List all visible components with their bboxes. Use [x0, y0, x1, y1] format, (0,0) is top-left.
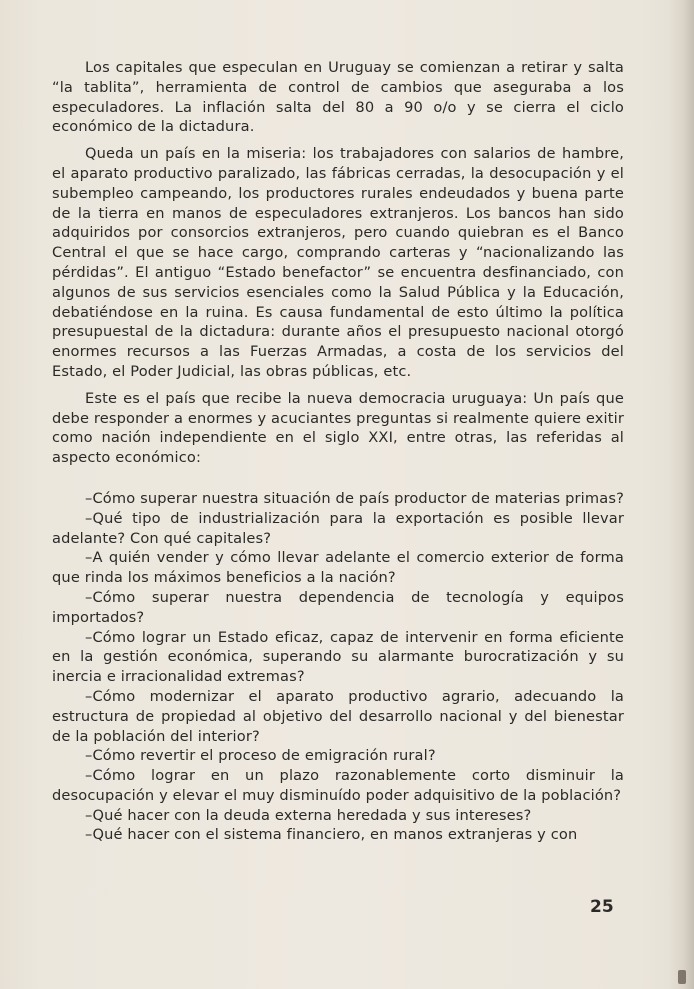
- question-item: –Cómo lograr un Estado eficaz, capaz de intervenir en forma eficiente en la gestión económica, superando su alarmante burocratización y su inercia e irracionalidad extremas?: [52, 628, 624, 686]
- question-item: –Qué hacer con la deuda externa heredada y sus intereses?: [85, 806, 532, 824]
- question-item: –Qué tipo de industrialización para la exportación es posible llevar adelante? Con qué capitales?: [52, 509, 624, 547]
- question-item: –Cómo modernizar el aparato productivo agrario, adecuando la estructura de propiedad al objetivo del desarrollo nacional y del bienestar de la población del interior?: [52, 687, 624, 745]
- question-item: –A quién vender y cómo llevar adelante el comercio exterior de forma que rinda los máximos beneficios a la nación?: [52, 549, 624, 587]
- question-item: –Cómo revertir el proceso de emigración rural?: [85, 747, 436, 765]
- text-block: [52, 58, 624, 845]
- question-item: –Qué hacer con el sistema financiero, en manos extranjeras y con: [85, 826, 578, 844]
- question-item: –Cómo lograr en un plazo razonablemente corto disminuir la desocupación y elevar el muy disminuído poder adquisitivo de la población?: [52, 767, 624, 804]
- paragraph: Este es el país que recibe la nueva democracia uruguaya: Un país que debe responder a enormes y acuciantes preguntas si realmente quiere exitir como nación independiente en el siglo XXI, entre otras, las referidas al aspecto económico:: [52, 389, 624, 467]
- question-list: [52, 489, 624, 845]
- page-number: 25: [590, 897, 614, 917]
- paragraph: Los capitales que especulan en Uruguay se comienzan a retirar y salta “la tablita”, herramienta de control de cambios que aseguraba a los especuladores. La inflación salta del 80 a 90 o/o y se cierra el ciclo económico de la dictadura.: [52, 59, 624, 136]
- question-item: –Cómo superar nuestra situación de país productor de materias primas?: [85, 489, 624, 507]
- paper-mark: [678, 970, 686, 984]
- question-item: –Cómo superar nuestra dependencia de tecnología y equipos importados?: [52, 588, 624, 626]
- page-spine-shadow: [668, 0, 694, 989]
- paragraph: Queda un país en la miseria: los trabajadores con salarios de hambre, el aparato productivo paralizado, las fábricas cerradas, la desocupación y el subempleo campeando, los productores rurales endeudados y buena parte de la tierra en manos de especuladores extranjeros. Los bancos han sido adquiridos por consorcios extranjeros, pero cuando quiebran es el Banco Central el que se hace cargo, comprando carteras y “nacionalizando las pérdidas”. El antiguo “Estado benefactor” se encuentra desfinanciado, con algunos de sus servicios esenciales como la Salud Pública y la Educación, debatiéndose en la ruina. Es causa fundamental de esto último la política presupuestal de la dictadura: durante años el presupuesto nacional otorgó enormes recursos a las Fuerzas Armadas, a costa de los servicios del Estado, el Poder Judicial, las obras públicas, etc.: [52, 145, 624, 380]
